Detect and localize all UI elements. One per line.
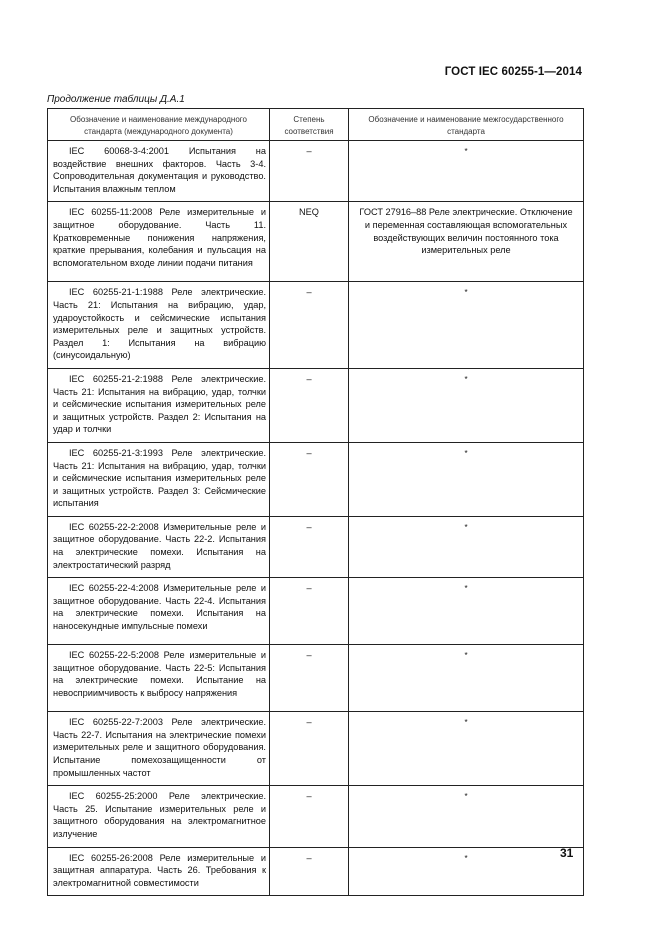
cell-international: IEC 60255-25:2000 Реле электрические. Часть 25. Испытание измерительных реле и защитного оборудования на электромагнитное излучение [48, 786, 270, 847]
cell-degree: – [270, 516, 349, 577]
table-row [48, 516, 584, 577]
table-row [48, 368, 584, 442]
cell-international: IEC 60255-21-1:1988 Реле электрические. Часть 21: Испытания на вибрацию, удар, удароустойкость и сейсмические испытания измерительных реле и защитных устройств. Раздел 1: Испытания на вибрацию (синусоидальную) [48, 282, 270, 369]
column-header-degree: Степень соответствия [270, 109, 349, 141]
table-row [48, 578, 584, 645]
cell-international: IEC 60255-22-7:2003 Реле электрические. Часть 22-7. Испытания на электрические помехи измерительных реле и защитного оборудования. Испытание помехозащищенности от промышленных частот [48, 712, 270, 786]
table-row [48, 847, 584, 896]
cell-degree: – [270, 786, 349, 847]
column-header-international: Обозначение и наименование международного стандарта (международного документа) [48, 109, 270, 141]
table-row [48, 712, 584, 786]
table-row [48, 282, 584, 369]
cell-international: IEC 60255-26:2008 Реле измерительные и защитная аппаратура. Часть 26. Требования к электромагнитной совместимости [48, 847, 270, 896]
cell-degree: – [270, 712, 349, 786]
cell-interstate: * [349, 141, 584, 202]
table-row [48, 442, 584, 516]
document-code-header: ГОСТ IEC 60255-1—2014 [444, 66, 582, 78]
cell-international: IEC 60255-11:2008 Реле измерительные и защитное оборудование. Часть 11. Кратковременные понижения напряжения, краткие прерывания, колебания и пульсация на вспомогательном входе линии подачи питания [48, 202, 270, 282]
cell-degree: – [270, 578, 349, 645]
cell-interstate: * [349, 645, 584, 712]
cell-interstate: * [349, 578, 584, 645]
cell-interstate: ГОСТ 27916–88 Реле электрические. Отключение и переменная составляющая вспомогательных воздействующих величин постоянного тока измерительных реле [349, 202, 584, 282]
standards-table [47, 108, 584, 896]
cell-degree: NEQ [270, 202, 349, 282]
cell-international: IEC 60068-3-4:2001 Испытания на воздействие внешних факторов. Часть 3-4. Сопроводительная документация и руководство. Испытания влажным теплом [48, 141, 270, 202]
cell-international: IEC 60255-21-2:1988 Реле электрические. Часть 21: Испытания на вибрацию, удар, толчки и сейсмические испытания измерительных реле и защитных устройств. Раздел 2: Испытания на удар и толчки [48, 368, 270, 442]
table-row [48, 141, 584, 202]
table-row [48, 645, 584, 712]
cell-international: IEC 60255-22-5:2008 Реле измерительные и защитное оборудование. Часть 22-5: Испытания на электрические помехи. Испытание на невосприимчивость к выбросу напряжения [48, 645, 270, 712]
cell-interstate: * [349, 712, 584, 786]
cell-international: IEC 60255-21-3:1993 Реле электрические. Часть 21: Испытания на вибрацию, удар, толчки и сейсмические испытания измерительных реле и защитных устройств. Раздел 3: Сейсмические испытания [48, 442, 270, 516]
cell-degree: – [270, 141, 349, 202]
table-row [48, 786, 584, 847]
column-header-interstate: Обозначение и наименование межгосударственного стандарта [349, 109, 584, 141]
cell-degree: – [270, 645, 349, 712]
cell-interstate: * [349, 516, 584, 577]
table-caption: Продолжение таблицы Д.А.1 [47, 94, 185, 105]
cell-interstate: * [349, 786, 584, 847]
cell-degree: – [270, 847, 349, 896]
cell-international: IEC 60255-22-2:2008 Измерительные реле и защитное оборудование. Часть 22-2. Испытания на электрические помехи. Испытания на электростатический разряд [48, 516, 270, 577]
cell-interstate: * [349, 847, 584, 896]
cell-international: IEC 60255-22-4:2008 Измерительные реле и защитное оборудование. Часть 22-4. Испытания на электрические помехи. Испытания на наносекундные импульсные помехи [48, 578, 270, 645]
cell-degree: – [270, 282, 349, 369]
cell-degree: – [270, 368, 349, 442]
cell-interstate: * [349, 442, 584, 516]
cell-interstate: * [349, 282, 584, 369]
cell-interstate: * [349, 368, 584, 442]
table-row [48, 202, 584, 282]
page-number: 31 [560, 846, 574, 860]
cell-degree: – [270, 442, 349, 516]
table-header-row [48, 109, 584, 141]
